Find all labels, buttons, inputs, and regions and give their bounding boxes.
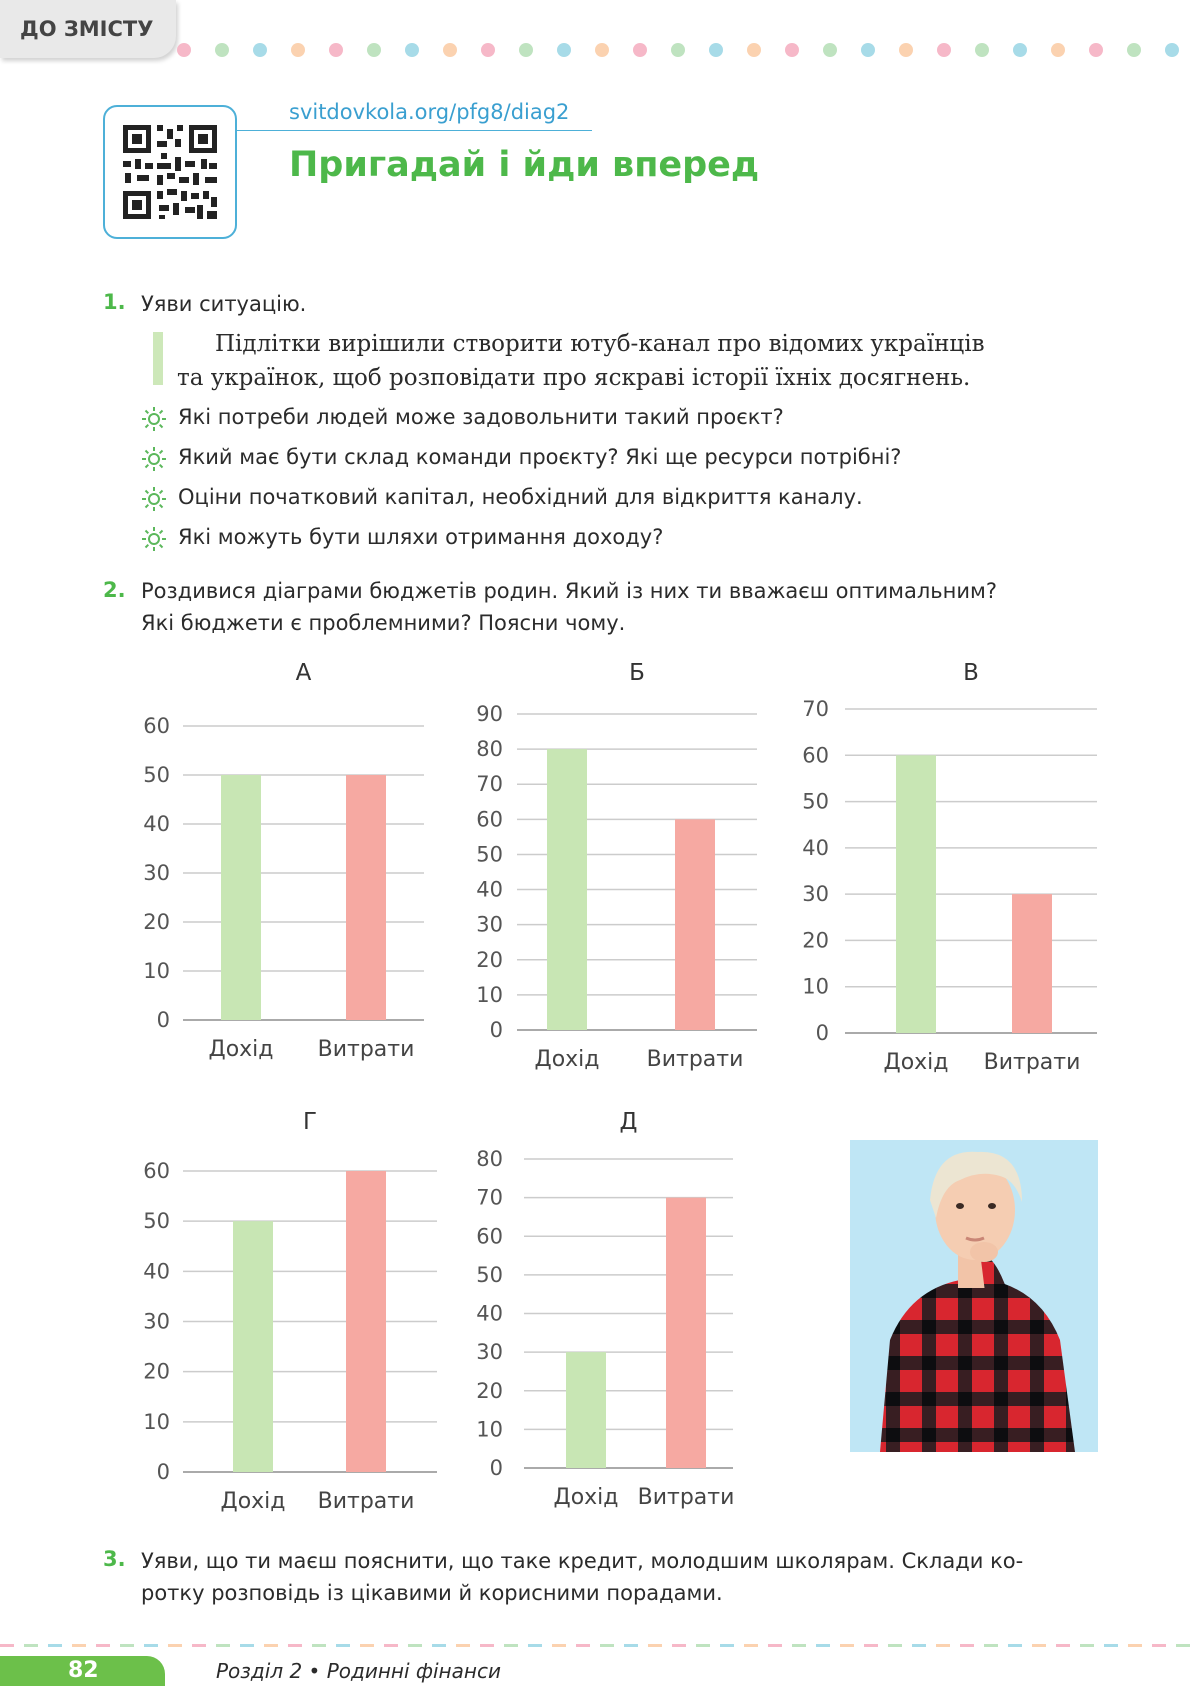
footer-dash — [1032, 1644, 1046, 1647]
footer-dash — [48, 1644, 62, 1647]
footer-dash — [456, 1644, 470, 1647]
footer-dash — [624, 1644, 638, 1647]
y-tick-label: 0 — [489, 1456, 503, 1480]
y-tick-label: 10 — [476, 982, 503, 1007]
x-category-label: Дохід — [220, 1489, 286, 1514]
footer-dash — [672, 1644, 686, 1647]
chart-title: В — [963, 660, 979, 686]
task-3-text — [141, 1545, 1023, 1609]
x-category-label: Витрати — [646, 1047, 744, 1072]
y-tick-label: 0 — [156, 1460, 170, 1484]
task-3-number: 3. — [103, 1547, 126, 1571]
x-category-label: Дохід — [534, 1047, 600, 1072]
footer-dash — [888, 1644, 902, 1647]
footer-dash — [528, 1644, 542, 1647]
task-1-prompt: Уяви ситуацію. — [141, 292, 307, 316]
y-tick-label: 10 — [143, 1409, 170, 1434]
footer-dash — [1056, 1644, 1070, 1647]
footer-dash — [408, 1644, 422, 1647]
y-tick-label: 60 — [143, 714, 170, 738]
y-tick-label: 40 — [476, 877, 503, 902]
budget-chart-4 — [143, 1109, 437, 1514]
task-3-line-2: ротку розповідь із цікавими й корисними порадами. — [141, 1581, 723, 1605]
footer-dash — [1128, 1644, 1142, 1647]
footer-dash — [504, 1644, 518, 1647]
y-tick-label: 70 — [476, 772, 503, 797]
footer-dash — [768, 1644, 782, 1647]
resource-link[interactable]: svitdovkola.org/pfg8/diag2 — [289, 100, 570, 124]
footer-dash — [912, 1644, 926, 1647]
x-category-label: Дохід — [553, 1485, 619, 1510]
decorative-dot — [785, 43, 799, 57]
page-number: 82 — [0, 1656, 165, 1686]
budget-chart-5 — [476, 1109, 734, 1510]
footer-dash — [864, 1644, 878, 1647]
y-tick-label: 80 — [476, 737, 503, 762]
decorative-dot — [1127, 43, 1141, 57]
expense-bar — [346, 1171, 386, 1472]
footer-dash — [648, 1644, 662, 1647]
decorative-dot — [367, 43, 381, 57]
quote-bar — [153, 332, 163, 385]
section-label: Розділ 2 • Родинні фінанси — [216, 1659, 501, 1683]
decorative-dot — [1051, 43, 1065, 57]
footer-dash — [192, 1644, 206, 1647]
y-tick-label: 40 — [143, 1259, 170, 1284]
footer-dash — [264, 1644, 278, 1647]
decorative-dots — [176, 42, 1186, 58]
decorative-dot — [1165, 43, 1179, 57]
footer-dash — [144, 1644, 158, 1647]
y-tick-label: 70 — [476, 1185, 503, 1210]
y-tick-label: 70 — [802, 697, 829, 721]
footer-dash — [1176, 1644, 1190, 1647]
decorative-dot — [291, 43, 305, 57]
x-category-label: Дохід — [208, 1037, 274, 1062]
y-tick-label: 20 — [143, 1359, 170, 1384]
x-category-label: Витрати — [983, 1050, 1081, 1075]
y-tick-label: 60 — [476, 1224, 503, 1249]
footer-dash — [216, 1644, 230, 1647]
y-tick-label: 10 — [802, 974, 829, 999]
table-of-contents-button[interactable] — [0, 0, 176, 58]
footer-dash — [1104, 1644, 1118, 1647]
y-tick-label: 30 — [476, 1340, 503, 1365]
y-tick-label: 40 — [802, 835, 829, 860]
decorative-dot — [215, 43, 229, 57]
question-item: Які потреби людей може задовольнити такий проєкт? — [178, 405, 784, 429]
decorative-dot — [1013, 43, 1027, 57]
budget-chart-3 — [802, 660, 1097, 1075]
footer-dash — [240, 1644, 254, 1647]
x-category-label: Витрати — [317, 1489, 415, 1514]
footer-dash — [1080, 1644, 1094, 1647]
decorative-dot — [823, 43, 837, 57]
footer-dash — [432, 1644, 446, 1647]
decorative-dot — [1089, 43, 1103, 57]
task-3-line-1: Уяви, що ти маєш пояснити, що таке кредит, молодшим школярам. Склади ко- — [141, 1549, 1024, 1573]
footer-dash — [1152, 1644, 1166, 1647]
decorative-dot — [633, 43, 647, 57]
task-2-line-1: Роздивися діаграми бюджетів родин. Який із них ти вважаєш оптимальним? — [141, 579, 997, 603]
y-tick-label: 20 — [476, 947, 503, 972]
footer-dash — [984, 1644, 998, 1647]
y-tick-label: 10 — [143, 959, 170, 983]
footer-dash — [96, 1644, 110, 1647]
thinking-teen-photo — [850, 1140, 1098, 1452]
sun-bullet-icon — [141, 446, 167, 472]
y-tick-label: 40 — [476, 1301, 503, 1326]
task-1-quote — [177, 327, 1097, 395]
sun-bullet-icon — [141, 486, 167, 512]
y-tick-label: 30 — [143, 861, 170, 885]
question-item: Які можуть бути шляхи отримання доходу? — [178, 525, 664, 549]
task-2-text — [141, 575, 997, 639]
decorative-dot — [253, 43, 267, 57]
footer-dash — [720, 1644, 734, 1647]
decorative-dot — [405, 43, 419, 57]
footer-dash — [792, 1644, 806, 1647]
income-bar — [896, 755, 936, 1033]
y-tick-label: 50 — [476, 1262, 503, 1287]
page-title: Пригадай і йди вперед — [289, 145, 760, 185]
y-tick-label: 30 — [802, 882, 829, 907]
footer-dashed-line — [0, 1644, 1190, 1648]
income-bar — [233, 1221, 273, 1472]
footer-dash — [1008, 1644, 1022, 1647]
task-2-number: 2. — [103, 578, 126, 602]
decorative-dot — [861, 43, 875, 57]
decorative-dot — [709, 43, 723, 57]
chart-title: А — [295, 660, 312, 686]
y-tick-label: 0 — [156, 1008, 170, 1032]
decorative-dot — [443, 43, 457, 57]
question-item: Оціни початковий капітал, необхідний для відкриття каналу. — [178, 485, 863, 509]
y-tick-label: 20 — [476, 1378, 503, 1403]
chart-title: Д — [619, 1109, 638, 1135]
decorative-dot — [177, 43, 191, 57]
footer-dash — [960, 1644, 974, 1647]
decorative-dot — [747, 43, 761, 57]
decorative-dot — [519, 43, 533, 57]
y-tick-label: 10 — [476, 1417, 503, 1442]
y-tick-label: 60 — [802, 743, 829, 768]
y-tick-label: 20 — [802, 928, 829, 953]
sun-bullet-icon — [141, 406, 167, 432]
x-category-label: Дохід — [883, 1050, 949, 1075]
y-tick-label: 30 — [143, 1309, 170, 1334]
y-tick-label: 0 — [489, 1018, 503, 1042]
footer-dash — [816, 1644, 830, 1647]
y-tick-label: 20 — [143, 910, 170, 934]
y-tick-label: 60 — [143, 1159, 170, 1183]
quote-line-1: Підлітки вирішили створити ютуб-канал про відомих українців — [215, 331, 985, 357]
footer-dash — [696, 1644, 710, 1647]
y-tick-label: 0 — [815, 1021, 829, 1045]
qr-code[interactable] — [103, 105, 237, 239]
chart-title: Г — [302, 1109, 318, 1135]
decorative-dot — [557, 43, 571, 57]
decorative-dot — [937, 43, 951, 57]
footer-dash — [744, 1644, 758, 1647]
y-tick-label: 50 — [802, 789, 829, 814]
footer-dash — [168, 1644, 182, 1647]
footer-dash — [72, 1644, 86, 1647]
quote-line-2: та українок, щоб розповідати про яскраві історії їхніх досягнень. — [177, 365, 971, 391]
chart-title: Б — [629, 660, 645, 686]
footer-dash — [576, 1644, 590, 1647]
footer-dash — [360, 1644, 374, 1647]
footer-dash — [24, 1644, 38, 1647]
footer-dash — [840, 1644, 854, 1647]
income-bar — [547, 749, 587, 1030]
footer-dash — [600, 1644, 614, 1647]
income-bar — [566, 1352, 606, 1468]
x-category-label: Витрати — [637, 1485, 735, 1510]
income-bar — [221, 775, 261, 1020]
footer-dash — [552, 1644, 566, 1647]
qr-code-icon — [105, 107, 235, 237]
decorative-dot — [899, 43, 913, 57]
x-category-label: Витрати — [317, 1037, 415, 1062]
footer-dash — [312, 1644, 326, 1647]
task-2-line-2: Які бюджети є проблемними? Поясни чому. — [141, 611, 626, 635]
footer-dash — [120, 1644, 134, 1647]
y-tick-label: 90 — [476, 702, 503, 726]
footer-dash — [384, 1644, 398, 1647]
expense-bar — [666, 1198, 706, 1468]
footer-dash — [480, 1644, 494, 1647]
y-tick-label: 80 — [476, 1147, 503, 1171]
expense-bar — [675, 819, 715, 1030]
footer-dash — [336, 1644, 350, 1647]
y-tick-label: 50 — [143, 1209, 170, 1234]
footer-dash — [0, 1644, 14, 1647]
footer-dash — [936, 1644, 950, 1647]
sun-bullet-icon — [141, 526, 167, 552]
budget-chart-1 — [143, 660, 424, 1062]
toc-label: ДО ЗМІСТУ — [20, 17, 154, 41]
y-tick-label: 40 — [143, 812, 170, 836]
budget-chart-2 — [476, 660, 757, 1072]
y-tick-label: 50 — [476, 842, 503, 867]
expense-bar — [1012, 894, 1052, 1033]
y-tick-label: 30 — [476, 912, 503, 937]
decorative-dot — [329, 43, 343, 57]
y-tick-label: 60 — [476, 807, 503, 832]
expense-bar — [346, 775, 386, 1020]
decorative-dot — [671, 43, 685, 57]
qr-connector-line — [237, 130, 592, 131]
question-item: Який має бути склад команди проєкту? Які ще ресурси потрібні? — [178, 445, 902, 469]
y-tick-label: 50 — [143, 763, 170, 787]
task-1-number: 1. — [103, 290, 126, 314]
footer-dash — [288, 1644, 302, 1647]
decorative-dot — [975, 43, 989, 57]
decorative-dot — [595, 43, 609, 57]
decorative-dot — [481, 43, 495, 57]
